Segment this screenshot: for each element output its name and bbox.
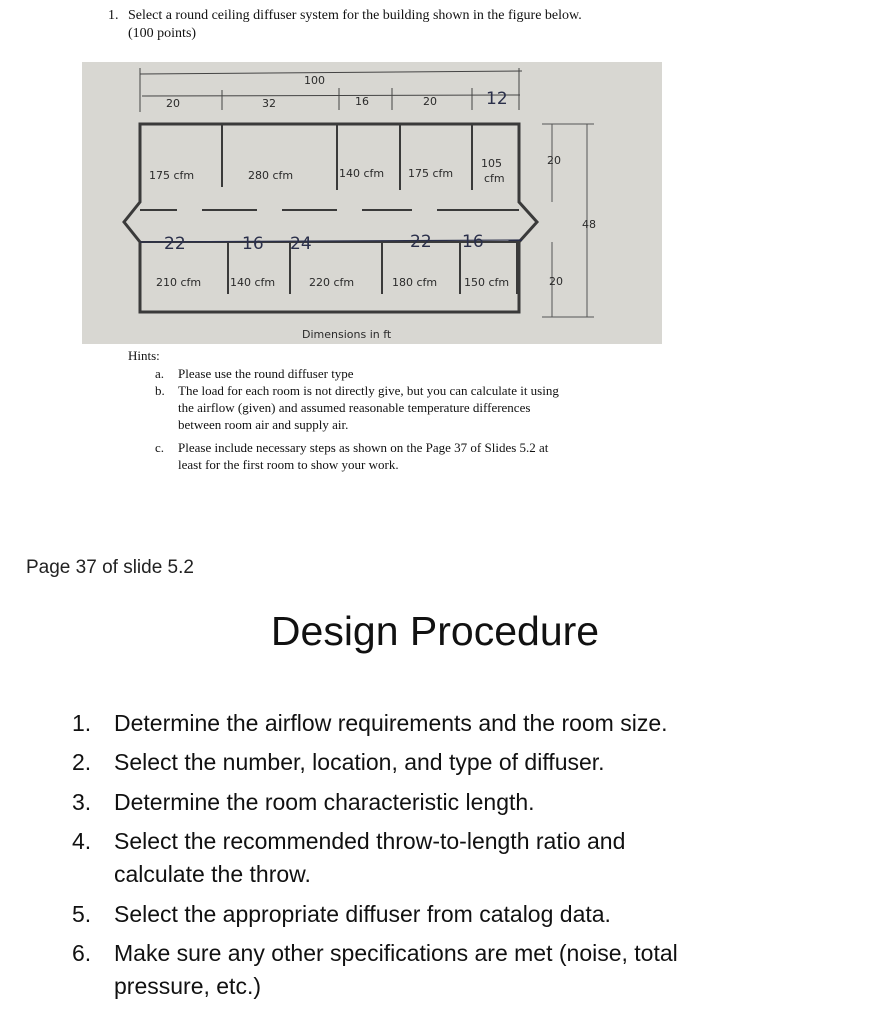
question-number: 1.	[108, 8, 119, 23]
step-number: 1.	[72, 710, 92, 736]
dim-mid-4: 22	[410, 232, 432, 252]
floor-plan-figure	[82, 62, 662, 344]
step-number: 5.	[72, 901, 92, 927]
question-text: Select a round ceiling diffuser system for the building shown in the figure below.	[128, 8, 582, 23]
floor-plan-drawing	[82, 62, 662, 344]
hint-text: between room air and supply air.	[178, 417, 349, 432]
dim-mid-3: 24	[290, 234, 312, 254]
room-top-4-airflow: 175 cfm	[408, 167, 454, 180]
step-number: 2.	[72, 749, 92, 775]
top-dimension-lines	[140, 68, 522, 112]
dim-mid-2: 16	[242, 234, 264, 254]
step-text: Determine the airflow requirements and the room size.	[114, 710, 668, 736]
hint-marker: a.	[155, 366, 165, 381]
step-number: 3.	[72, 789, 92, 815]
hint-text: The load for each room is not directly give, but you can calculate it using	[178, 383, 559, 398]
room-top-5-airflow-value: 105	[481, 157, 502, 170]
step-text: Select the number, location, and type of diffuser.	[114, 749, 605, 775]
page-reference: Page 37 of slide 5.2	[26, 557, 194, 578]
step-text: Select the recommended throw-to-length ratio and	[114, 828, 626, 854]
step-number: 6.	[72, 940, 92, 966]
hint-text: Please use the round diffuser type	[178, 366, 354, 381]
room-bottom-1-airflow: 210 cfm	[156, 276, 202, 289]
step-text: calculate the throw.	[114, 861, 311, 887]
room-bottom-2-airflow: 140 cfm	[230, 276, 276, 289]
dim-right-total: 48	[582, 218, 596, 231]
room-bottom-3-airflow: 220 cfm	[309, 276, 355, 289]
room-top-5-airflow-unit: cfm	[484, 172, 505, 185]
step-number: 4.	[72, 828, 92, 854]
dim-right-top: 20	[547, 154, 561, 167]
step-text: Determine the room characteristic length.	[114, 789, 535, 815]
room-top-2-airflow: 280 cfm	[248, 169, 294, 182]
dim-top-4: 20	[423, 95, 437, 108]
dim-top-3: 16	[355, 95, 369, 108]
dimensions-note: Dimensions in ft	[302, 328, 392, 341]
slide-title: Design Procedure	[270, 608, 600, 654]
dim-top-1: 20	[166, 97, 180, 110]
dim-total-width: 100	[304, 74, 325, 87]
dim-mid-5: 16	[462, 232, 484, 252]
step-text: Make sure any other specifications are met (noise, total	[114, 940, 678, 966]
dim-top-5: 12	[486, 89, 508, 109]
room-bottom-4-airflow: 180 cfm	[392, 276, 438, 289]
hint-text: the airflow (given) and assumed reasonable temperature differences	[178, 400, 531, 415]
hint-text: least for the first room to show your work.	[178, 457, 399, 472]
room-top-3-airflow: 140 cfm	[339, 167, 385, 180]
hints-title: Hints:	[128, 348, 160, 363]
hint-marker: b.	[155, 383, 165, 398]
hint-text: Please include necessary steps as shown on the Page 37 of Slides 5.2 at	[178, 440, 549, 455]
room-bottom-5-airflow: 150 cfm	[464, 276, 510, 289]
step-text: pressure, etc.)	[114, 973, 261, 999]
room-top-1-airflow: 175 cfm	[149, 169, 195, 182]
step-text: Select the appropriate diffuser from catalog data.	[114, 901, 611, 927]
dim-top-2: 32	[262, 97, 276, 110]
dim-right-bottom: 20	[549, 275, 563, 288]
dim-mid-1: 22	[164, 234, 186, 254]
hint-marker: c.	[155, 440, 165, 455]
question-points: (100 points)	[128, 26, 197, 41]
